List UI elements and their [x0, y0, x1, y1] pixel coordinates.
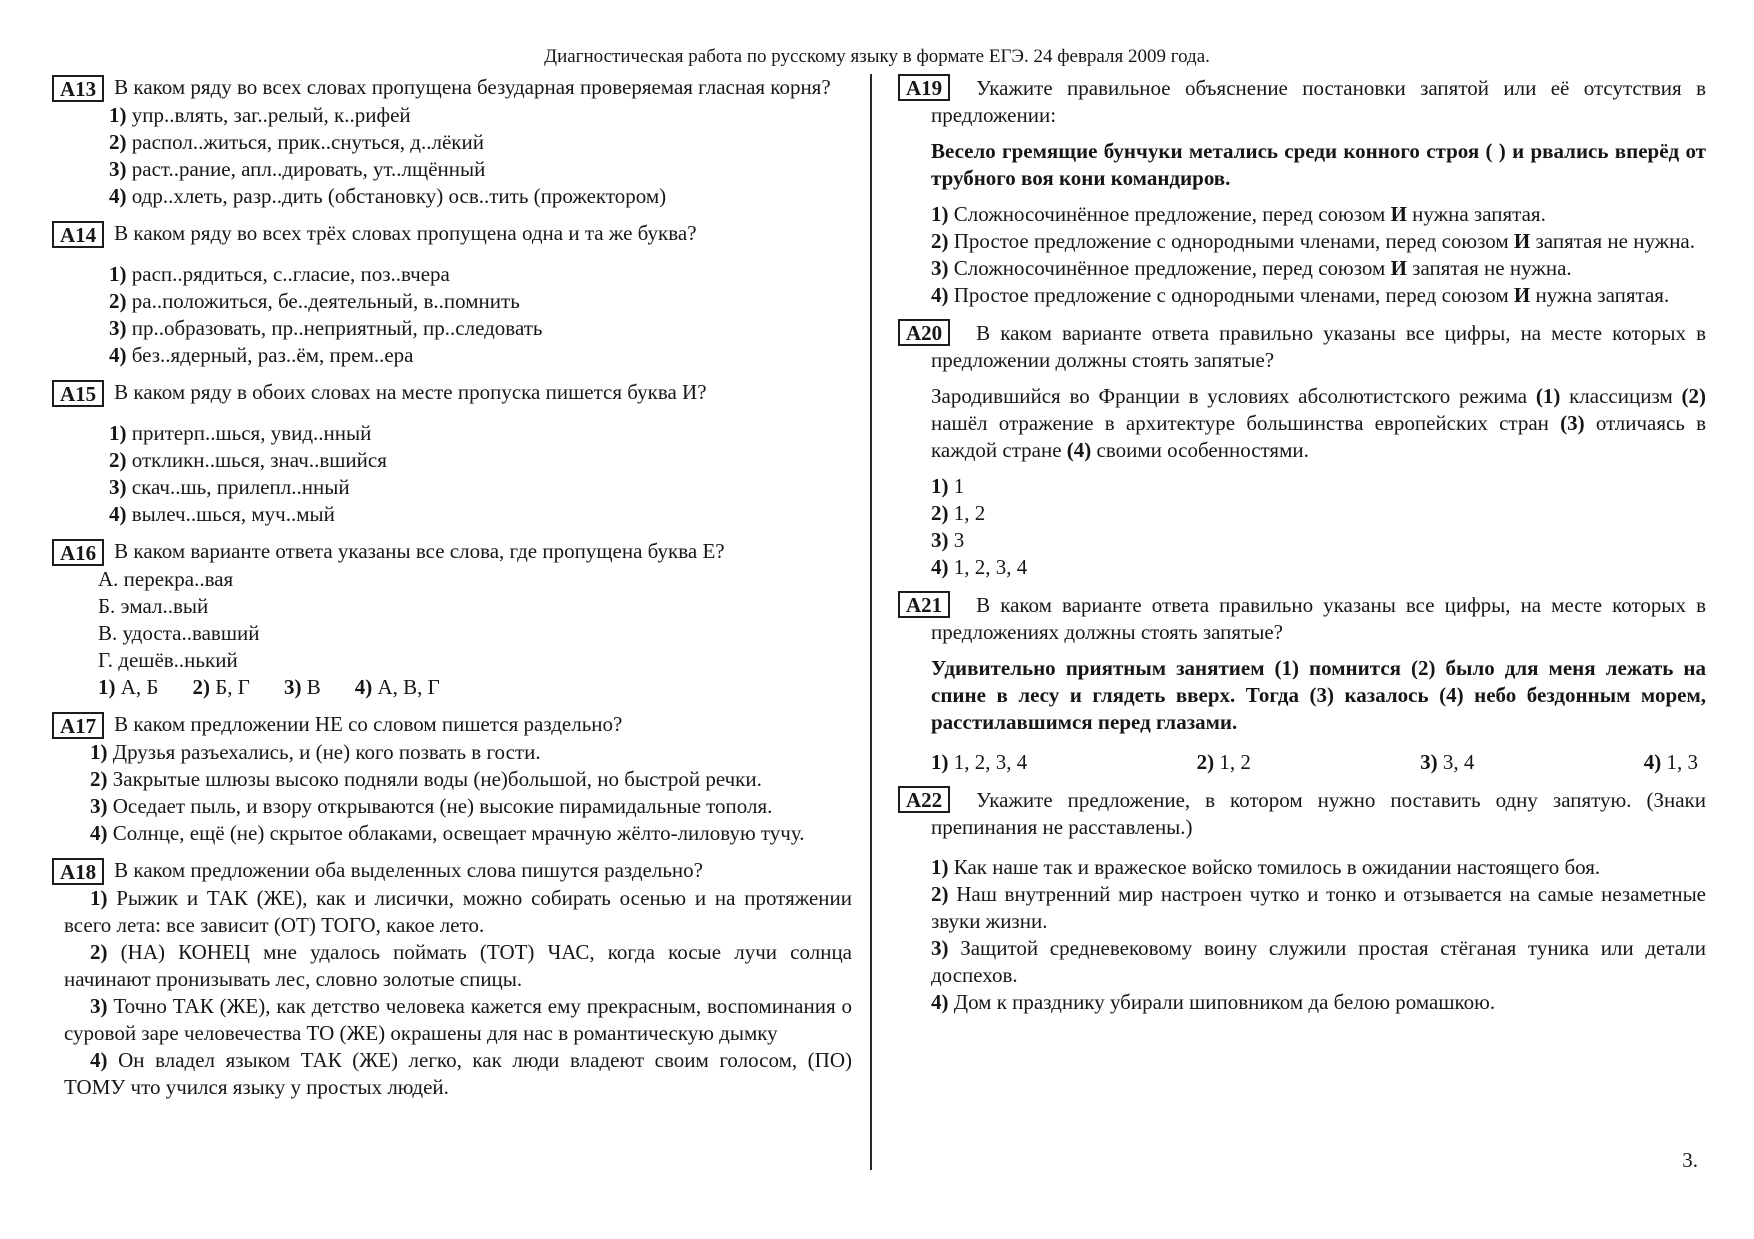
question-number-box: A15 [52, 380, 104, 407]
option-text: Точно ТАК (ЖЕ), как детство человека кажется ему прекрасным, воспоминания о суровой заре человечества ТО (ЖЕ) окрашены для нас в романтическую дымку [64, 994, 852, 1045]
option [64, 739, 852, 766]
option [931, 473, 1706, 500]
question-text: В каком ряду в обоих словах на месте пропуска пишется буква И? [114, 380, 707, 404]
options-list [109, 261, 852, 369]
question-heading [906, 74, 1706, 129]
option-number: 2) [90, 767, 108, 791]
question-text: Укажите предложение, в котором нужно поставить одну запятую. (Знаки препинания не расставлены.) [931, 788, 1706, 839]
option [109, 102, 852, 129]
option-text: скач..шь, прилепл..нный [131, 475, 350, 499]
left-column [52, 74, 852, 1170]
option [109, 183, 852, 210]
question-number-box: A21 [898, 591, 950, 618]
question-heading [52, 220, 852, 248]
question-text: В каком варианте ответа правильно указаны все цифры, на месте которых в предложениях должны стоять запятые? [931, 593, 1706, 644]
option [64, 1047, 852, 1101]
answer-choice [284, 674, 321, 701]
option-text: Оседает пыль, и взору открываются (не) высокие пирамидальные тополя. [112, 794, 773, 818]
option-text: (НА) КОНЕЦ мне удалось поймать (ТОТ) ЧАС, когда косые лучи солнца начинают пронизывать лес, словно золотые спицы. [64, 940, 853, 991]
option-number: 3) [109, 475, 127, 499]
option-number: 4) [109, 184, 127, 208]
option-text: откликн..шься, знач..вшийся [131, 448, 387, 472]
option-text: Он владел языком ТАК (ЖЕ) легко, как люди владеют своим голосом, (ПО) ТОМУ что учился языку у простых людей. [64, 1048, 853, 1099]
option [109, 156, 852, 183]
option-text: Солнце, ещё (не) скрытое облаками, освещает мрачную жёлто-лиловую тучу. [112, 821, 805, 845]
options-list [931, 201, 1706, 309]
question-text: В каком предложении НЕ со словом пишется раздельно? [114, 712, 623, 736]
option-number: 2) [109, 130, 127, 154]
question-a13 [52, 74, 852, 210]
option-number: 4) [109, 343, 127, 367]
question-number-box: A19 [898, 74, 950, 101]
option-text: Рыжик и ТАК (ЖЕ), как и лисички, можно собирать осенью и на протяжении всего лета: все зависит (ОТ) ТОГО, какое лето. [64, 886, 853, 937]
question-number-box: A18 [52, 858, 104, 885]
question-number-box: A16 [52, 539, 104, 566]
question-heading [52, 538, 852, 566]
two-column-layout [0, 68, 1754, 1170]
option-text: расп..рядиться, с..гласие, поз..вчера [131, 262, 450, 286]
answer-choice [1420, 749, 1474, 776]
option-text: Друзья разъехались, и (не) кого позвать в гости. [112, 740, 541, 764]
letter-item: А. перекра..вая [98, 567, 234, 591]
option-number: 1) [109, 262, 127, 286]
option [931, 201, 1706, 228]
question-text: В каком предложении оба выделенных слова пишутся раздельно? [114, 858, 703, 882]
option [931, 989, 1706, 1016]
option-number: 2) [931, 501, 949, 525]
document-title: Диагностическая работа по русскому языку в формате ЕГЭ. 24 февраля 2009 года. [544, 46, 1210, 67]
answer-choice [1197, 749, 1251, 776]
options-list [109, 102, 852, 210]
option-number: 2) [1196, 750, 1215, 774]
option [109, 447, 852, 474]
option-number: 4) [1643, 750, 1662, 774]
option [64, 885, 852, 939]
option-number: 2) [109, 448, 127, 472]
option [931, 282, 1706, 309]
option-number: 1) [931, 750, 949, 774]
option [109, 261, 852, 288]
option [109, 420, 852, 447]
statement-sentence: Весело гремящие бунчуки метались среди конного строя ( ) и рвались вперёд от трубного воя кони командиров. [931, 139, 1706, 190]
option-text: Простое предложение с однородными членами, перед союзом И нужна запятая. [953, 283, 1670, 307]
option [109, 288, 852, 315]
option-text: 1 [953, 474, 965, 498]
option [109, 342, 852, 369]
option-number: 1) [109, 103, 127, 127]
right-column [872, 74, 1706, 1170]
option-number: 4) [931, 283, 949, 307]
question-a22 [898, 786, 1706, 1016]
option [931, 554, 1706, 581]
option-text: Как наше так и вражеское войско томилось в ожидании настоящего боя. [953, 855, 1601, 879]
option-text: Дом к празднику убирали шиповником да белою ромашкою. [953, 990, 1496, 1014]
option-number: 3) [931, 936, 949, 960]
option-number: 1) [90, 886, 108, 910]
question-heading [52, 711, 852, 739]
question-a19 [898, 74, 1706, 309]
question-heading [906, 319, 1706, 374]
option-number: 1) [98, 675, 116, 699]
page-number: 3. [1682, 1148, 1698, 1172]
options-list [109, 420, 852, 528]
answer-text: 1, 3 [1666, 750, 1698, 774]
answers-row [98, 674, 852, 701]
statement-sentence: Удивительно приятным занятием (1) помнится (2) было для меня лежать на спине в лесу и глядеть вверх. Тогда (3) казалось (4) небо бездонным морем, расстилавшимся перед глазами. [931, 656, 1706, 734]
question-a18 [52, 857, 852, 1101]
option-text: без..ядерный, раз..ём, прем..ера [131, 343, 414, 367]
letter-items-list [98, 566, 852, 674]
option-text: Защитой средневековому воину служили простая стёганая туника или детали доспехов. [931, 936, 1706, 987]
answer-choice [355, 674, 440, 701]
option-text: Наш внутренний мир настроен чутко и тонко и отзывается на самые незаметные звуки жизни. [931, 882, 1706, 933]
question-text: В каком ряду во всех трёх словах пропущена одна и та же буква? [114, 221, 697, 245]
option [109, 129, 852, 156]
question-number-box: A13 [52, 75, 104, 102]
option-text: 1, 2, 3, 4 [953, 555, 1028, 579]
option-number: 3) [283, 675, 302, 699]
option-number: 1) [931, 855, 949, 879]
option-text: Сложносочинённое предложение, перед союзом И нужна запятая. [953, 202, 1546, 226]
options-list [931, 854, 1706, 1016]
option [931, 881, 1706, 935]
option-number: 4) [354, 675, 373, 699]
option-text: притерп..шься, увид..нный [131, 421, 372, 445]
question-text: В каком ряду во всех словах пропущена безударная проверяемая гласная корня? [114, 75, 831, 99]
question-a17 [52, 711, 852, 847]
answer-choice [98, 674, 158, 701]
option-text: 3 [953, 528, 965, 552]
option-number: 4) [90, 1048, 108, 1072]
question-a21 [898, 591, 1706, 776]
option [64, 820, 852, 847]
option [931, 527, 1706, 554]
option [109, 315, 852, 342]
letter-item: В. удоста..вавший [98, 621, 260, 645]
options-list [931, 473, 1706, 581]
answer-text: 1, 2 [1219, 750, 1251, 774]
question-a20 [898, 319, 1706, 581]
option-number: 3) [109, 157, 127, 181]
option-text: пр..образовать, пр..неприятный, пр..следовать [131, 316, 543, 340]
option-text: ра..положиться, бе..деятельный, в..помнить [131, 289, 520, 313]
question-heading [906, 786, 1706, 841]
option-number: 2) [109, 289, 127, 313]
options-list [64, 885, 852, 1101]
question-a16 [52, 538, 852, 701]
option [931, 255, 1706, 282]
answer-text: А, В, Г [377, 675, 440, 699]
option-number: 4) [931, 990, 949, 1014]
answers-row [931, 749, 1706, 776]
option-number: 4) [109, 502, 127, 526]
option [931, 854, 1706, 881]
option-text: Закрытые шлюзы высоко подняли воды (не)большой, но быстрой речки. [112, 767, 762, 791]
option-text: раст..рание, апл..дировать, ут..лщённый [131, 157, 486, 181]
option [109, 474, 852, 501]
letter-item: Г. дешёв..нький [98, 648, 238, 672]
option-text: 1, 2 [953, 501, 986, 525]
option-number: 1) [931, 202, 949, 226]
question-heading [906, 591, 1706, 646]
option-text: одр..хлеть, разр..дить (обстановку) осв..тить (прожектором) [131, 184, 667, 208]
option-number: 3) [109, 316, 127, 340]
option-text: вылеч..шься, муч..мый [131, 502, 335, 526]
option-text: Простое предложение с однородными членами, перед союзом И запятая не нужна. [953, 229, 1696, 253]
options-list [64, 739, 852, 847]
option-number: 2) [931, 229, 949, 253]
question-text: В каком варианте ответа правильно указаны все цифры, на месте которых в предложении должны стоять запятые? [931, 321, 1706, 372]
question-text: Укажите правильное объяснение постановки запятой или её отсутствия в предложении: [931, 76, 1706, 127]
question-number-box: A17 [52, 712, 104, 739]
answer-text: А, Б [120, 675, 159, 699]
option-number: 2) [90, 940, 108, 964]
answer-choice [931, 749, 1027, 776]
letter-item: Б. эмал..вый [98, 594, 209, 618]
option-number: 3) [1420, 750, 1438, 774]
option [64, 939, 852, 993]
option-number: 1) [109, 421, 127, 445]
answer-text: 1, 2, 3, 4 [953, 750, 1028, 774]
option [931, 228, 1706, 255]
option-number: 1) [931, 474, 949, 498]
option-number: 2) [192, 675, 210, 699]
question-text: В каком варианте ответа указаны все слова, где пропущена буква Е? [114, 539, 725, 563]
option-number: 3) [931, 528, 949, 552]
option [109, 501, 852, 528]
option-number: 3) [90, 794, 108, 818]
option-text: упр..влять, заг..релый, к..рифей [131, 103, 411, 127]
statement-sentence: Зародившийся во Франции в условиях абсолютистского режима (1) классицизм (2) нашёл отражение в архитектуре большинства европейских стран (3) отличаясь в каждой стране (4) своими особенностями. [931, 384, 1707, 462]
question-number-box: A14 [52, 221, 104, 248]
answer-text: В [306, 675, 321, 699]
option-number: 4) [90, 821, 108, 845]
question-number-box: A20 [898, 319, 950, 346]
question-heading [52, 74, 852, 102]
option [64, 766, 852, 793]
option-number: 4) [931, 555, 949, 579]
option-number: 3) [931, 256, 949, 280]
option-number: 1) [90, 740, 108, 764]
option [931, 935, 1706, 989]
option-number: 3) [90, 994, 108, 1018]
question-a15 [52, 379, 852, 528]
option-number: 2) [931, 882, 949, 906]
option-text: распол..житься, прик..снуться, д..лёкий [131, 130, 484, 154]
option [931, 500, 1706, 527]
answer-text: Б, Г [215, 675, 250, 699]
option-text: Сложносочинённое предложение, перед союзом И запятая не нужна. [953, 256, 1572, 280]
question-heading [52, 379, 852, 407]
question-a14 [52, 220, 852, 369]
question-heading [52, 857, 852, 885]
question-number-box: A22 [898, 786, 950, 813]
answer-text: 3, 4 [1442, 750, 1475, 774]
answer-choice [192, 674, 249, 701]
option [64, 793, 852, 820]
option [64, 993, 852, 1047]
answer-choice [1644, 749, 1698, 776]
